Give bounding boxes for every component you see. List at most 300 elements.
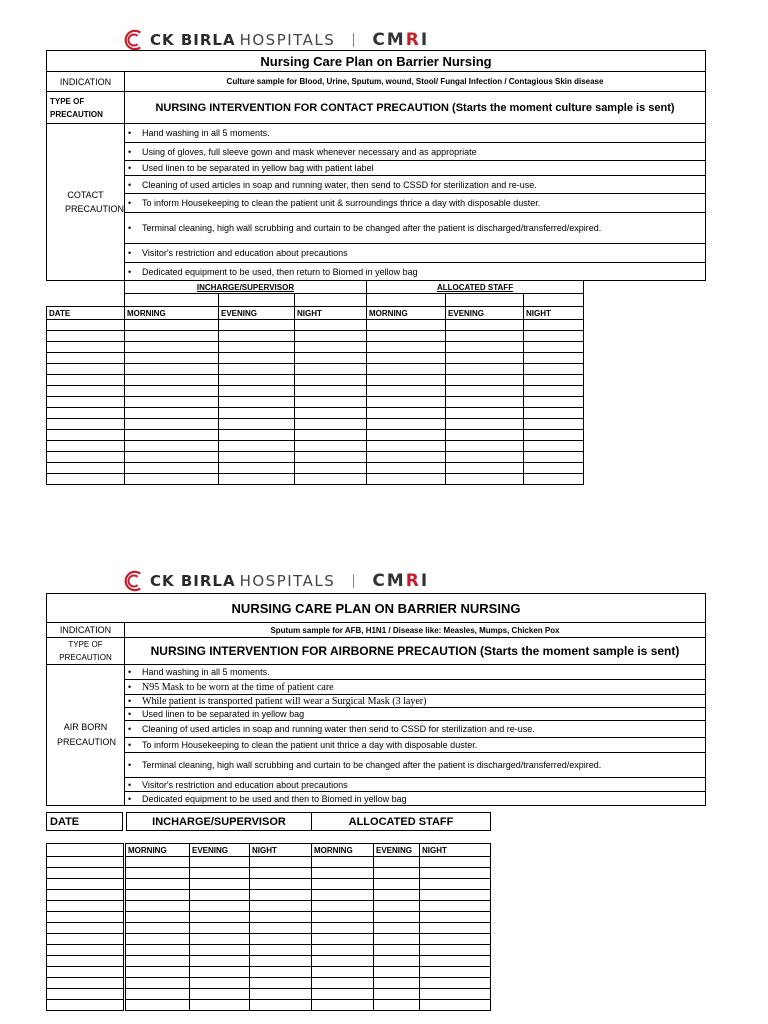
empty-cell: [126, 978, 190, 989]
care-plan-title: NURSING CARE PLAN ON BARRIER NURSING: [47, 594, 706, 623]
empty-cell: [250, 901, 312, 912]
staff-allocation-table-2: [46, 843, 491, 1011]
empty-cell: [420, 857, 491, 868]
empty-cell: [420, 967, 491, 978]
empty-cell: [374, 1000, 420, 1011]
empty-cell: [367, 419, 446, 430]
empty-cell: [125, 320, 219, 331]
empty-cell: [250, 879, 312, 890]
empty-cell: [250, 956, 312, 967]
table-row: [47, 868, 491, 879]
empty-cell: [125, 397, 219, 408]
empty-cell: [126, 934, 190, 945]
indication-value: Sputum sample for AFB, H1N1 / Disease like: Measles, Mumps, Chicken Pox: [125, 623, 706, 638]
empty-cell: [374, 978, 420, 989]
contact-precaution-label: COTACT PRECAUTION: [47, 124, 125, 281]
table-row: [47, 386, 584, 397]
list-item: • Dedicated equipment to be used and then to Biomed in yellow bag: [125, 792, 706, 806]
empty-cell: [374, 934, 420, 945]
table-row: [47, 934, 491, 945]
column-header-morning: MORNING: [125, 307, 219, 320]
empty-cell: [312, 1000, 374, 1011]
empty-cell: [420, 934, 491, 945]
empty-cell: [47, 463, 125, 474]
empty-cell: [219, 386, 295, 397]
empty-cell: [47, 978, 124, 989]
empty-cell: [312, 857, 374, 868]
empty-cell: [524, 320, 584, 331]
empty-cell: [219, 408, 295, 419]
empty-cell: [250, 868, 312, 879]
empty-cell: [420, 923, 491, 934]
empty-cell: [219, 331, 295, 342]
empty-cell: [295, 474, 367, 485]
list-item: • To inform Housekeeping to clean the patient unit thrice a day with disposable duster.: [125, 738, 706, 753]
empty-cell: [125, 419, 219, 430]
empty-cell: [446, 331, 524, 342]
empty-cell: [367, 342, 446, 353]
table-row: [47, 397, 584, 408]
empty-cell: [47, 923, 124, 934]
empty-cell: [446, 408, 524, 419]
empty-cell: [295, 441, 367, 452]
empty-cell: [295, 375, 367, 386]
column-header-date: DATE: [47, 307, 125, 320]
empty-cell: [126, 868, 190, 879]
empty-cell: [250, 857, 312, 868]
column-header-evening: EVENING: [219, 307, 295, 320]
contact-precaution-table: [46, 50, 706, 281]
airborne-precaution-table: [46, 593, 706, 806]
table-row: [47, 989, 491, 1000]
list-item: • Hand washing in all 5 moments.: [125, 124, 706, 143]
empty-cell: [47, 452, 125, 463]
list-item: • Used linen to be separated in yellow bag: [125, 708, 706, 721]
empty-cell: [47, 386, 125, 397]
empty-cell: [47, 956, 124, 967]
empty-cell: [420, 901, 491, 912]
incharge-supervisor-header: INCHARGE/SUPERVISOR: [127, 813, 312, 831]
empty-cell: [47, 430, 125, 441]
empty-cell: [312, 934, 374, 945]
empty-cell: [125, 342, 219, 353]
empty-cell: [219, 375, 295, 386]
empty-cell: [367, 375, 446, 386]
table-row: [47, 331, 584, 342]
table-row: [47, 353, 584, 364]
empty-cell: [219, 430, 295, 441]
empty-cell: [312, 945, 374, 956]
empty-cell: [47, 945, 124, 956]
empty-cell: [312, 956, 374, 967]
empty-cell: [420, 879, 491, 890]
empty-cell: [374, 956, 420, 967]
table-row: [47, 1000, 491, 1011]
empty-cell: [47, 934, 124, 945]
empty-cell: [47, 419, 125, 430]
empty-cell: [126, 967, 190, 978]
staff-allocation-table-1: [46, 280, 584, 485]
empty-cell: [312, 967, 374, 978]
empty-cell: [295, 364, 367, 375]
empty-cell: [190, 1000, 250, 1011]
column-header-morning: MORNING: [312, 844, 374, 857]
empty-cell: [125, 430, 219, 441]
column-header-evening: EVENING: [374, 844, 420, 857]
incharge-supervisor-header: INCHARGE/SUPERVISOR: [125, 281, 367, 294]
empty-cell: [125, 452, 219, 463]
empty-cell: [312, 879, 374, 890]
empty-cell: [312, 868, 374, 879]
empty-cell: [47, 320, 125, 331]
empty-cell: [219, 452, 295, 463]
list-item: • Terminal cleaning, high wall scrubbing and curtain to be changed after the patient is discharged/transferred/expired.: [125, 213, 706, 244]
logo-hospitals: HOSPITALS: [239, 572, 336, 590]
empty-cell: [126, 879, 190, 890]
list-item: • Terminal cleaning, high wall scrubbing and curtain to be changed after the patient is discharged/transferred/expired.: [125, 753, 706, 778]
empty-cell: [219, 364, 295, 375]
empty-cell: [250, 890, 312, 901]
empty-cell: [446, 463, 524, 474]
empty-cell: [47, 397, 125, 408]
empty-cell: [219, 397, 295, 408]
ck-birla-logo-icon: [122, 570, 144, 592]
empty-cell: [374, 901, 420, 912]
list-item: • Visitor's restriction and education about precautions: [125, 778, 706, 792]
empty-cell: [219, 353, 295, 364]
table-row: [47, 441, 584, 452]
empty-cell: [47, 868, 124, 879]
empty-cell: [420, 890, 491, 901]
empty-cell: [47, 1000, 124, 1011]
empty-cell: [295, 452, 367, 463]
empty-cell: [250, 912, 312, 923]
table-row: [47, 320, 584, 331]
empty-cell: [190, 978, 250, 989]
empty-cell: [367, 474, 446, 485]
empty-cell: [190, 923, 250, 934]
empty-cell: [125, 408, 219, 419]
empty-cell: [47, 353, 125, 364]
empty-cell: [524, 430, 584, 441]
empty-cell: [524, 408, 584, 419]
empty-cell: [367, 430, 446, 441]
empty-cell: [374, 945, 420, 956]
column-header-morning: MORNING: [126, 844, 190, 857]
empty-cell: [367, 408, 446, 419]
logo-cmri: CMRI: [372, 30, 430, 50]
logo-hospitals: HOSPITALS: [239, 31, 336, 49]
date-header: DATE: [47, 813, 123, 831]
allocated-staff-header: ALLOCATED STAFF: [367, 281, 584, 294]
empty-cell: [374, 890, 420, 901]
empty-cell: [47, 441, 125, 452]
table-row: [47, 923, 491, 934]
table-row: [47, 408, 584, 419]
empty-cell: [295, 353, 367, 364]
empty-cell: [446, 419, 524, 430]
empty-cell: [295, 463, 367, 474]
empty-cell: [47, 967, 124, 978]
empty-cell: [374, 912, 420, 923]
table-header-row: [47, 844, 491, 857]
empty-cell: [126, 989, 190, 1000]
empty-cell: [524, 397, 584, 408]
empty-cell: [47, 375, 125, 386]
blank-rows-1: [47, 320, 584, 485]
empty-cell: [47, 901, 124, 912]
table-row: [47, 463, 584, 474]
empty-cell: [125, 353, 219, 364]
table-row: [47, 945, 491, 956]
type-of-precaution-value: NURSING INTERVENTION FOR CONTACT PRECAUTION (Starts the moment culture sample is sent): [125, 92, 706, 124]
empty-cell: [47, 989, 124, 1000]
empty-cell: [374, 868, 420, 879]
hospital-logo: [122, 29, 429, 51]
empty-cell: [219, 474, 295, 485]
empty-cell: [126, 890, 190, 901]
table-row: [47, 342, 584, 353]
empty-cell: [47, 912, 124, 923]
empty-cell: [524, 463, 584, 474]
logo-brand: CK BIRLA: [150, 572, 236, 590]
empty-cell: [219, 441, 295, 452]
empty-cell: [446, 342, 524, 353]
empty-cell: [250, 923, 312, 934]
empty-cell: [250, 989, 312, 1000]
indication-value: Culture sample for Blood, Urine, Sputum, wound, Stool/ Fungal Infection / Contagious Skin disease: [125, 72, 706, 92]
empty-cell: [126, 923, 190, 934]
type-of-precaution-label: TYPE OF PRECAUTION: [47, 638, 125, 665]
empty-cell: [250, 978, 312, 989]
blank-rows-2: [47, 857, 491, 1011]
empty-cell: [126, 901, 190, 912]
type-of-precaution-value: NURSING INTERVENTION FOR AIRBORNE PRECAUTION (Starts the moment sample is sent): [125, 638, 706, 665]
allocated-staff-header: ALLOCATED STAFF: [312, 813, 491, 831]
empty-cell: [524, 331, 584, 342]
empty-cell: [524, 441, 584, 452]
empty-cell: [126, 945, 190, 956]
empty-cell: [295, 386, 367, 397]
empty-cell: [312, 890, 374, 901]
empty-cell: [446, 353, 524, 364]
empty-cell: [446, 452, 524, 463]
empty-cell: [126, 857, 190, 868]
table-row: [47, 375, 584, 386]
empty-cell: [524, 364, 584, 375]
empty-cell: [524, 353, 584, 364]
empty-cell: [524, 419, 584, 430]
column-header-morning: MORNING: [367, 307, 446, 320]
column-header-evening: EVENING: [190, 844, 250, 857]
empty-cell: [524, 375, 584, 386]
hospital-logo: [122, 570, 429, 592]
empty-cell: [125, 474, 219, 485]
empty-cell: [190, 857, 250, 868]
empty-cell: [374, 857, 420, 868]
empty-cell: [219, 463, 295, 474]
empty-cell: [190, 890, 250, 901]
table-row: [47, 890, 491, 901]
empty-cell: [219, 342, 295, 353]
list-item: • Used linen to be separated in yellow bag with patient label: [125, 161, 706, 176]
table-row: [47, 474, 584, 485]
table-row: [47, 912, 491, 923]
indication-label: INDICATION: [47, 623, 125, 638]
empty-cell: [420, 956, 491, 967]
list-item: • To inform Housekeeping to clean the patient unit & surroundings thrice a day with disposable duster.: [125, 194, 706, 213]
empty-cell: [126, 956, 190, 967]
empty-cell: [420, 989, 491, 1000]
table-row: [47, 364, 584, 375]
empty-cell: [47, 331, 125, 342]
empty-cell: [420, 1000, 491, 1011]
empty-cell: [420, 978, 491, 989]
empty-cell: [446, 397, 524, 408]
list-item: • Cleaning of used articles in soap and running water, then send to CSSD for sterilization and re-use.: [125, 176, 706, 194]
empty-cell: [374, 879, 420, 890]
column-header-night: NIGHT: [295, 307, 367, 320]
empty-cell: [219, 320, 295, 331]
empty-cell: [446, 441, 524, 452]
empty-cell: [420, 868, 491, 879]
empty-cell: [367, 452, 446, 463]
empty-cell: [125, 441, 219, 452]
empty-cell: [446, 375, 524, 386]
empty-cell: [295, 320, 367, 331]
empty-cell: [295, 342, 367, 353]
empty-cell: [250, 945, 312, 956]
empty-cell: [190, 934, 250, 945]
table-row: [47, 978, 491, 989]
logo-divider: [353, 574, 354, 588]
table-row: [47, 901, 491, 912]
table-row: [47, 967, 491, 978]
type-of-precaution-label: TYPE OF PRECAUTION: [47, 92, 125, 124]
table-row: [47, 430, 584, 441]
empty-cell: [47, 857, 124, 868]
empty-cell: [295, 331, 367, 342]
empty-cell: [190, 945, 250, 956]
empty-cell: [250, 934, 312, 945]
empty-cell: [190, 868, 250, 879]
empty-cell: [250, 967, 312, 978]
empty-cell: [367, 353, 446, 364]
empty-cell: [125, 463, 219, 474]
empty-cell: [367, 331, 446, 342]
empty-cell: [312, 912, 374, 923]
table-row: [47, 419, 584, 430]
empty-cell: [524, 386, 584, 397]
empty-cell: [524, 342, 584, 353]
empty-cell: [295, 419, 367, 430]
empty-cell: [524, 474, 584, 485]
empty-cell: [47, 474, 125, 485]
empty-cell: [374, 923, 420, 934]
empty-cell: [190, 879, 250, 890]
empty-cell: [446, 364, 524, 375]
table-row: [47, 879, 491, 890]
logo-cmri: CMRI: [372, 571, 430, 591]
ck-birla-logo-icon: [122, 29, 144, 51]
empty-cell: [190, 901, 250, 912]
list-item: • Visitor's restriction and education about precautions: [125, 244, 706, 263]
empty-cell: [524, 452, 584, 463]
empty-cell: [250, 1000, 312, 1011]
empty-cell: [219, 419, 295, 430]
empty-cell: [446, 320, 524, 331]
empty-cell: [47, 408, 125, 419]
table-header-row: [47, 307, 584, 320]
empty-cell: [420, 945, 491, 956]
column-header-evening: EVENING: [446, 307, 524, 320]
logo-divider: [353, 33, 354, 47]
column-header-night: NIGHT: [524, 307, 584, 320]
empty-cell: [190, 912, 250, 923]
empty-cell: [190, 956, 250, 967]
empty-cell: [312, 978, 374, 989]
empty-cell: [190, 989, 250, 1000]
empty-cell: [446, 386, 524, 397]
empty-cell: [312, 989, 374, 1000]
list-item: • Using of gloves, full sleeve gown and mask whenever necessary and as appropriate: [125, 143, 706, 161]
indication-label: INDICATION: [47, 72, 125, 92]
empty-cell: [47, 879, 124, 890]
empty-cell: [295, 397, 367, 408]
empty-cell: [312, 901, 374, 912]
empty-cell: [126, 912, 190, 923]
list-item: • Cleaning of used articles in soap and running water then send to CSSD for sterilization and re-use.: [125, 721, 706, 738]
empty-cell: [125, 364, 219, 375]
table-row: [47, 956, 491, 967]
table-row: [47, 452, 584, 463]
empty-cell: [47, 342, 125, 353]
empty-cell: [125, 331, 219, 342]
column-header-night: NIGHT: [250, 844, 312, 857]
staff-header-strip: [46, 812, 491, 831]
empty-cell: [446, 430, 524, 441]
empty-cell: [374, 967, 420, 978]
empty-cell: [47, 890, 124, 901]
empty-cell: [126, 1000, 190, 1011]
empty-cell: [420, 912, 491, 923]
list-item: • Hand washing in all 5 moments.: [125, 665, 706, 680]
list-item: • N95 Mask to be worn at the time of patient care: [125, 680, 706, 695]
empty-cell: [367, 320, 446, 331]
list-item: • While patient is transported patient will wear a Surgical Mask (3 layer): [125, 695, 706, 708]
empty-cell: [125, 375, 219, 386]
logo-brand: CK BIRLA: [150, 31, 236, 49]
list-item: • Dedicated equipment to be used, then return to Biomed in yellow bag: [125, 263, 706, 281]
care-plan-title: Nursing Care Plan on Barrier Nursing: [47, 51, 706, 72]
empty-cell: [446, 474, 524, 485]
table-row: [47, 857, 491, 868]
empty-cell: [367, 397, 446, 408]
empty-cell: [312, 923, 374, 934]
empty-cell: [374, 989, 420, 1000]
airborne-precaution-label: AIR BORN PRECAUTION: [47, 665, 125, 806]
empty-cell: [367, 463, 446, 474]
empty-cell: [295, 430, 367, 441]
empty-cell: [47, 364, 125, 375]
empty-cell: [125, 386, 219, 397]
empty-cell: [295, 408, 367, 419]
empty-cell: [367, 441, 446, 452]
empty-cell: [190, 967, 250, 978]
empty-cell: [367, 364, 446, 375]
empty-cell: [367, 386, 446, 397]
column-header-night: NIGHT: [420, 844, 491, 857]
